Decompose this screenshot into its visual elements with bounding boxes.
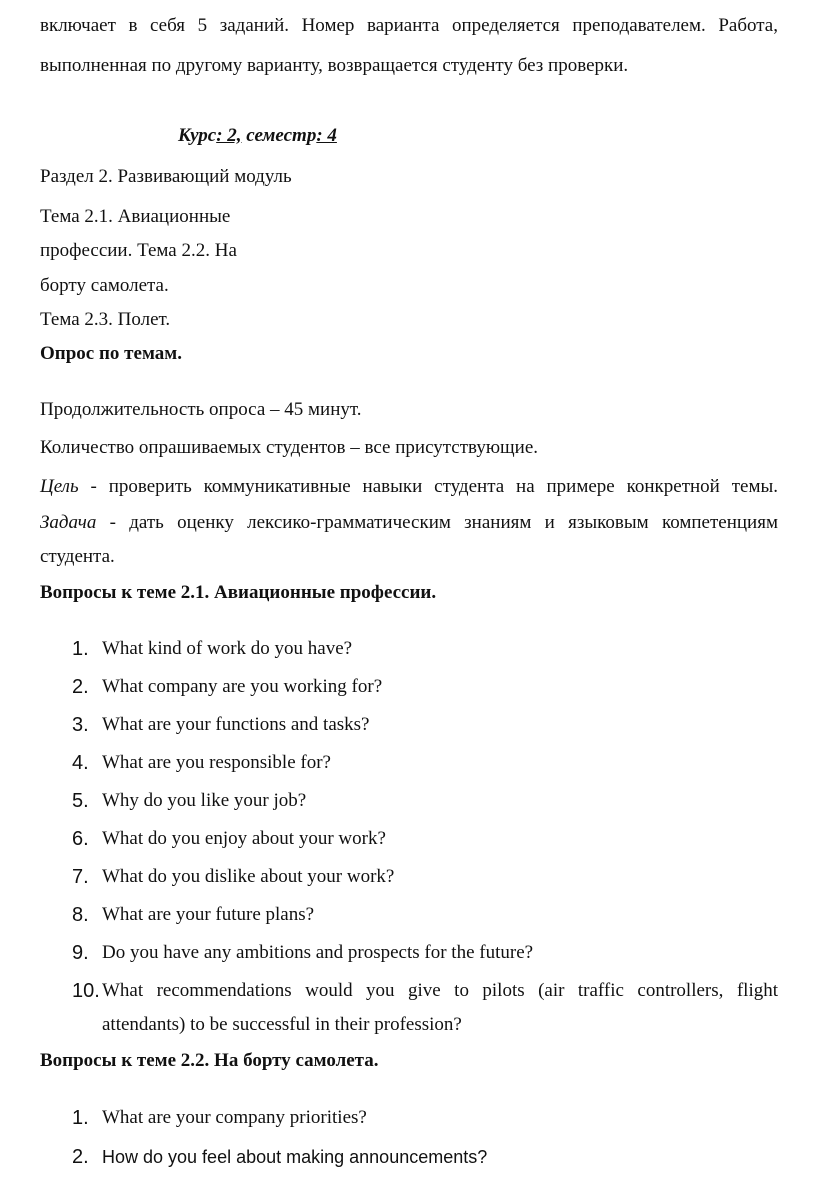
question-text: What are your functions and tasks?	[102, 714, 370, 735]
question-text: What kind of work do you have?	[102, 638, 353, 659]
task-label: Задача	[40, 512, 97, 533]
question-number: 2.	[72, 676, 89, 698]
survey-heading: Опрос по темам.	[40, 343, 182, 364]
question-text: Do you have any ambitions and prospects for the future?	[102, 942, 534, 963]
goal-text: - проверить коммуникативные навыки студента на примере конкретной темы.	[78, 476, 778, 497]
question-number: 7.	[72, 866, 89, 888]
question-text: What do you dislike about your work?	[102, 866, 395, 887]
question-number: 4.	[72, 752, 89, 774]
question-text: What recommendations would you give to pilots (air traffic controllers, flight	[102, 980, 778, 1001]
goal-label: Цель	[40, 476, 79, 497]
topic-line-3: борту самолета.	[40, 275, 169, 296]
task-continuation: студента.	[40, 546, 115, 567]
section-title: Раздел 2. Развивающий модуль	[40, 166, 292, 187]
task-text: - дать оценку лексико-грамматическим знаниям и языковым компетенциям	[96, 512, 778, 533]
question-text: What are you responsible for?	[102, 752, 331, 773]
question-number: 2.	[72, 1146, 89, 1168]
question-number: 5.	[72, 790, 89, 812]
question-number: 9.	[72, 942, 89, 964]
topic-line-1: Тема 2.1. Авиационные	[40, 206, 231, 227]
question-text: What company are you working for?	[102, 676, 383, 697]
question-text: What are your company priorities?	[102, 1107, 367, 1128]
question-text: How do you feel about making announcements?	[102, 1147, 488, 1167]
question-number: 8.	[72, 904, 89, 926]
participants-text: Количество опрашиваемых студентов – все присутствующие.	[40, 437, 539, 458]
question-number: 1.	[72, 1107, 89, 1129]
intro-line-2: выполненная по другому варианту, возвращается студенту без проверки.	[40, 55, 629, 76]
questions-2-2-heading: Вопросы к теме 2.2. На борту самолета.	[40, 1050, 379, 1071]
goal-line	[40, 475, 778, 499]
question-text: Why do you like your job?	[102, 790, 307, 811]
intro-line-1: включает в себя 5 заданий. Номер варианта определяется преподавателем. Работа,	[40, 15, 778, 36]
question-number: 10.	[72, 980, 100, 1002]
topic-line-4: Тема 2.3. Полет.	[40, 309, 171, 330]
semester-label: семестр	[241, 125, 317, 146]
questions-2-1-heading: Вопросы к теме 2.1. Авиационные профессии.	[40, 582, 437, 603]
duration-text: Продолжительность опроса – 45 минут.	[40, 399, 362, 420]
course-semester-heading	[178, 124, 337, 148]
semester-value: : 4	[316, 125, 337, 146]
question-text: What are your future plans?	[102, 904, 315, 925]
question-number: 1.	[72, 638, 89, 660]
question-number: 3.	[72, 714, 89, 736]
course-label: Курс	[178, 125, 217, 146]
question-number: 6.	[72, 828, 89, 850]
question-text: What do you enjoy about your work?	[102, 828, 386, 849]
topic-line-2: профессии. Тема 2.2. На	[40, 240, 237, 261]
task-line	[40, 511, 778, 535]
question-text-continuation: attendants) to be successful in their profession?	[102, 1014, 462, 1035]
course-value: : 2,	[216, 125, 242, 146]
